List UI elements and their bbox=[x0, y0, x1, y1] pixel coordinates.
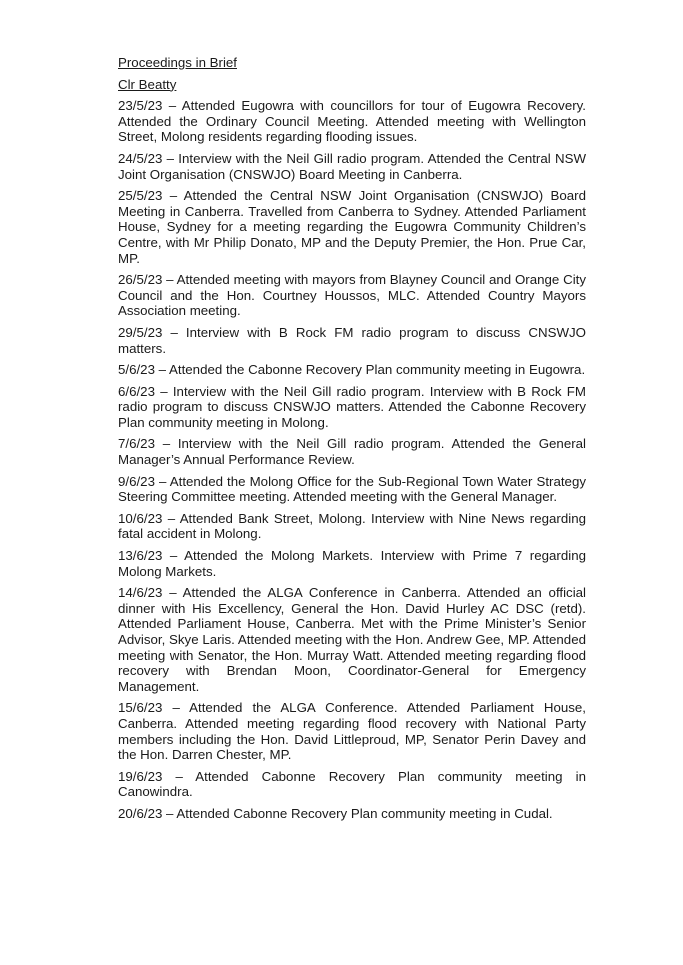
entry-paragraph: 6/6/23 – Interview with the Neil Gill radio program. Interview with B Rock FM radio program to discuss CNSWJO matters. Attended the Cabonne Recovery Plan community meeting in Molong. bbox=[118, 383, 586, 430]
entry-paragraph: 5/6/23 – Attended the Cabonne Recovery Plan community meeting in Eugowra. bbox=[118, 362, 586, 378]
document-subtitle: Clr Beatty bbox=[118, 76, 177, 92]
entry-paragraph: 7/6/23 – Interview with the Neil Gill radio program. Attended the General Manager’s Annual Performance Review. bbox=[118, 436, 586, 468]
entry-paragraph: 10/6/23 – Attended Bank Street, Molong. Interview with Nine News regarding fatal accident in Molong. bbox=[118, 510, 586, 542]
entry-paragraph: 19/6/23 – Attended Cabonne Recovery Plan community meeting in Canowindra. bbox=[118, 768, 586, 800]
entry-paragraph: 9/6/23 – Attended the Molong Office for the Sub-Regional Town Water Strategy Steering Committee meeting. Attended meeting with the General Manager. bbox=[118, 473, 586, 505]
entry-paragraph: 29/5/23 – Interview with B Rock FM radio program to discuss CNSWJO matters. bbox=[118, 324, 586, 356]
document-page bbox=[118, 55, 586, 828]
entry-paragraph: 25/5/23 – Attended the Central NSW Joint Organisation (CNSWJO) Board Meeting in Canberra. Travelled from Canberra to Sydney. Attended Parliament House, Sydney for a meeting regarding the Eugowra Community Children’s Centre, with Mr Philip Donato, MP and the Deputy Premier, the Hon. Prue Car, MP. bbox=[118, 188, 586, 266]
entry-paragraph: 13/6/23 – Attended the Molong Markets. Interview with Prime 7 regarding Molong Markets. bbox=[118, 548, 586, 579]
entry-paragraph: 15/6/23 – Attended the ALGA Conference. Attended Parliament House, Canberra. Attended meeting regarding flood recovery with National Party members including the Hon. David Littleproud, MP, Senator Perin Davey and the Hon. Darren Chester, MP. bbox=[118, 700, 586, 763]
entry-paragraph: 24/5/23 – Interview with the Neil Gill radio program. Attended the Central NSW Joint Organisation (CNSWJO) Board Meeting in Canberra. bbox=[118, 150, 586, 182]
entry-paragraph: 20/6/23 – Attended Cabonne Recovery Plan community meeting in Cudal. bbox=[118, 805, 553, 821]
entry-paragraph: 14/6/23 – Attended the ALGA Conference in Canberra. Attended an official dinner with His Excellency, General the Hon. David Hurley AC DSC (retd). Attended Parliament House, Canberra. Met with the Prime Minister’s Senior Advisor, Skye Laris. Attended meeting with the Hon. Andrew Gee, MP. Attended meeting with Senator, the Hon. Murray Watt. Attended meeting regarding flood recovery with Brendan Moon, Coordinator-General for Emergency Management. bbox=[118, 585, 586, 694]
entry-paragraph: 23/5/23 – Attended Eugowra with councillors for tour of Eugowra Recovery. Attended the Ordinary Council Meeting. Attended meeting with Wellington Street, Molong residents regarding flooding issues. bbox=[118, 98, 586, 145]
entry-paragraph: 26/5/23 – Attended meeting with mayors from Blayney Council and Orange City Council and the Hon. Courtney Houssos, MLC. Attended Country Mayors Association meeting. bbox=[118, 272, 586, 319]
document-title: Proceedings in Brief bbox=[118, 55, 237, 70]
